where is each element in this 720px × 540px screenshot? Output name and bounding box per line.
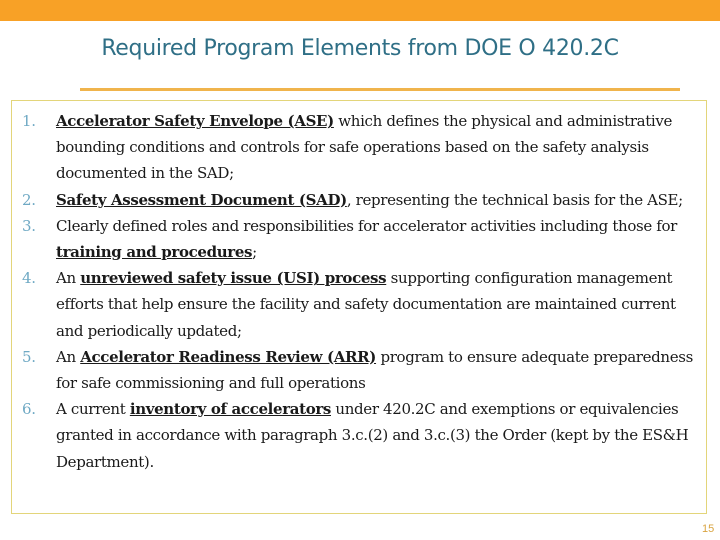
title-divider [80, 88, 680, 91]
list-item [12, 265, 696, 344]
top-accent-bar [0, 0, 720, 21]
item-text: An [56, 347, 81, 366]
item-number: 2. [22, 190, 36, 209]
item-text: ; [252, 243, 257, 262]
requirements-list [12, 108, 702, 475]
item-number: 6. [22, 400, 36, 419]
item-emphasis: inventory of accelerators [129, 400, 331, 419]
page-number: 15 [702, 523, 715, 535]
content-box [11, 100, 707, 514]
item-number: 4. [22, 269, 36, 288]
item-emphasis: Accelerator Readiness Review (ARR) [80, 347, 377, 366]
item-emphasis: Accelerator Safety Envelope (ASE) [56, 112, 334, 130]
item-text: program to ensure adequate preparedness for safe commissioning and full operations [56, 347, 693, 393]
item-text: A current [56, 400, 130, 419]
slide-title: Required Program Elements from DOE O 420.2C [101, 36, 619, 61]
list-item [12, 108, 696, 187]
item-text: An [56, 269, 81, 288]
item-emphasis: unreviewed safety issue (USI) process [80, 269, 387, 288]
item-number: 3. [22, 216, 36, 235]
list-item [12, 344, 696, 396]
item-text: which defines the physical and administrative bounding conditions and controls for safe operations based on the safety analysis documented in the SAD; [56, 112, 673, 183]
list-item [12, 213, 696, 265]
item-number: 5. [22, 347, 36, 366]
item-text: , representing the technical basis for the ASE; [346, 190, 683, 209]
item-text: under 420.2C and exemptions or equivalencies granted in accordance with paragraph 3.c.(2) and 3.c.(3) the Order (kept by the ES&H Department). [56, 400, 689, 471]
item-emphasis: training and procedures [56, 243, 253, 262]
list-item [12, 396, 696, 475]
item-text: Clearly defined roles and responsibilities for accelerator activities including those for [56, 216, 677, 235]
list-item [12, 187, 696, 213]
item-text: supporting configuration management efforts that help ensure the facility and safety documentation are maintained current and periodically updated; [56, 269, 676, 340]
item-number: 1. [22, 112, 36, 130]
item-emphasis: Safety Assessment Document (SAD) [56, 190, 347, 209]
